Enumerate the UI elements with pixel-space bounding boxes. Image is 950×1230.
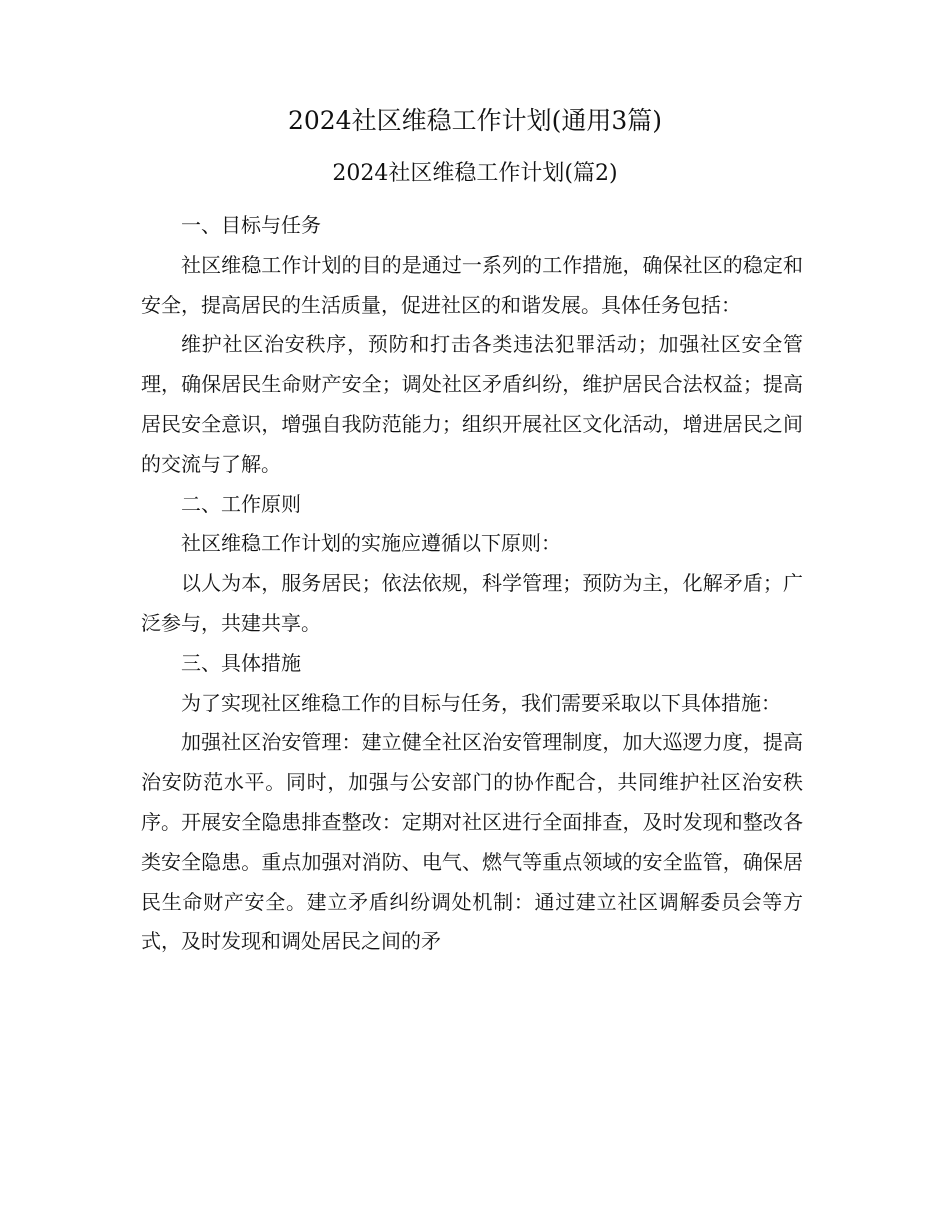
section-heading-principles: 二、工作原则 (181, 491, 301, 516)
paragraph-principles-intro: 社区维稳工作计划的实施应遵循以下原则： (181, 531, 561, 556)
paragraph-measures-intro: 为了实现社区维稳工作的目标与任务，我们需要采取以下具体措施： (181, 690, 781, 715)
paragraph-purpose: 社区维稳工作计划的目的是通过一系列的工作措施，确保社区的稳定和安全，提高居民的生活质量，促进社区的和谐发展。具体任务包括： (141, 252, 803, 317)
document-title: 2024社区维稳工作计划(通用3篇) (287, 106, 663, 135)
document-subtitle: 2024社区维稳工作计划(篇2) (332, 161, 618, 186)
paragraph-principles: 以人为本，服务居民；依法依规，科学管理；预防为主，化解矛盾；广泛参与，共建共享。 (141, 571, 803, 635)
section-heading-goals: 一、目标与任务 (181, 213, 321, 237)
paragraph-tasks: 维护社区治安秩序，预防和打击各类违法犯罪活动；加强社区安全管理，确保居民生命财产安全；调处社区矛盾纠纷，维护居民合法权益；提高居民安全意识，增强自我防范能力；组织开展社区文化活动，增进居民之间的交流与了解。 (141, 332, 803, 476)
section-heading-measures: 三、具体措施 (181, 650, 301, 675)
paragraph-measures: 加强社区治安管理：建立健全社区治安管理制度，加大巡逻力度，提高治安防范水平。同时，加强与公安部门的协作配合，共同维护社区治安秩序。开展安全隐患排查整改：定期对社区进行全面排查，及时发现和整改各类安全隐患。重点加强对消防、电气、燃气等重点领域的安全监管，确保居民生命财产安全。建立矛盾纠纷调处机制：通过建立社区调解委员会等方式，及时发现和调处居民之间的矛 (141, 730, 803, 954)
document-body (141, 206, 803, 962)
